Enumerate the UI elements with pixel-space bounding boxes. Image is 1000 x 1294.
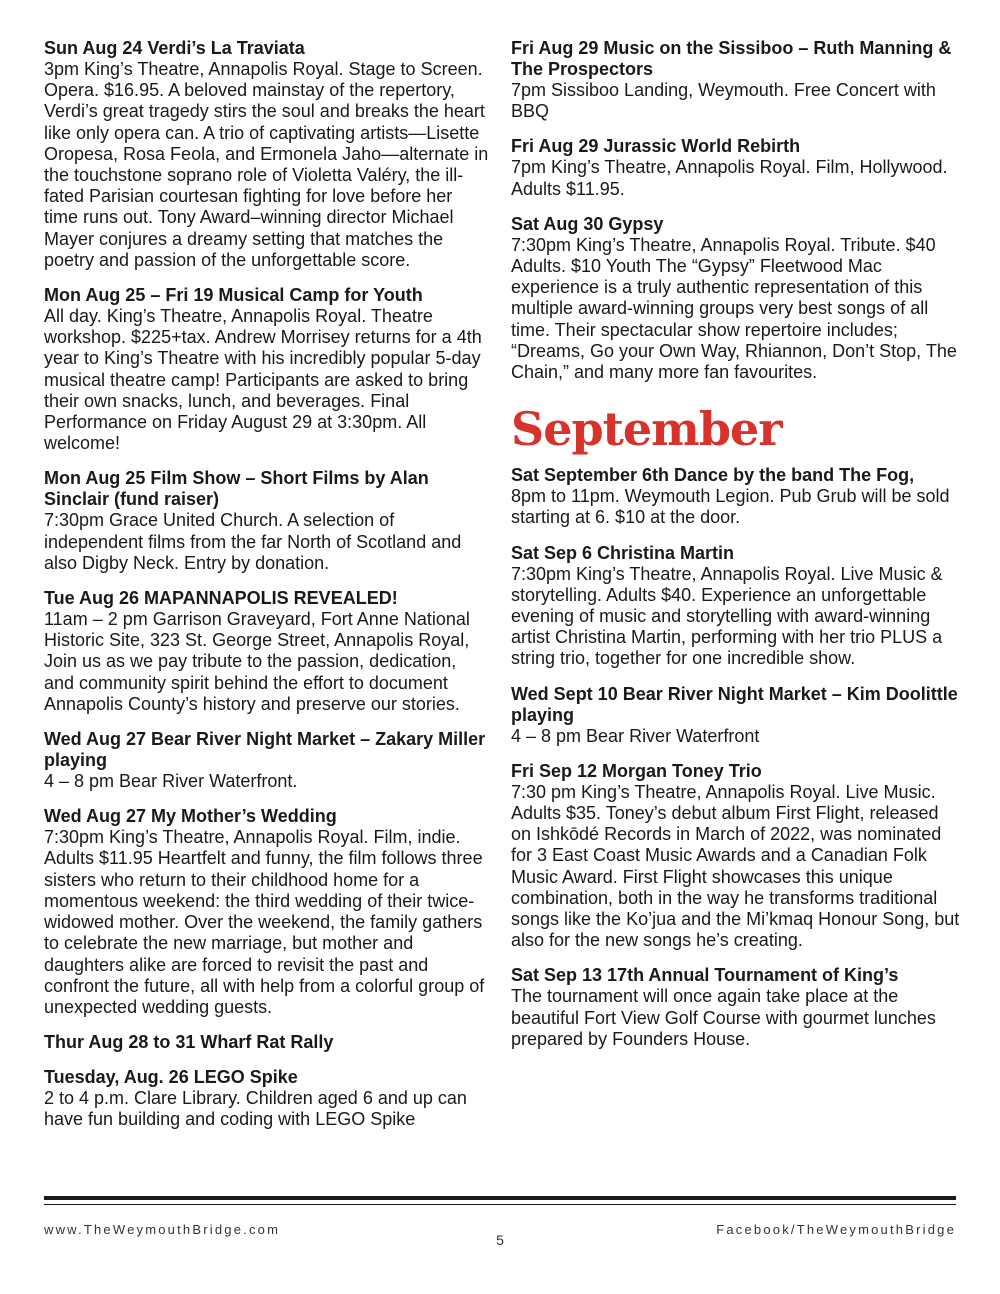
event-body: 7pm Sissiboo Landing, Weymouth. Free Concert with BBQ [511, 80, 936, 122]
event-body: 4 – 8 pm Bear River Waterfront. [44, 771, 298, 792]
event-title: Sun Aug 24 Verdi’s La Traviata [44, 38, 305, 58]
event-body: 7:30pm King’s Theatre, Annapolis Royal. Film, indie. Adults $11.95 Heartfelt and funny, the film follows three sisters who return to their childhood home for a momentous weekend: the third wedding of their twice-widowed mother. Over the weekend, the family gathers to celebrate the new marriage, but mother and daughters alike are forced to revisit the past and confront the future, all with help from a colorful group of unexpected wedding guests. [44, 827, 485, 1017]
event-item [44, 38, 490, 271]
event-item [511, 214, 963, 383]
event-body: All day. King’s Theatre, Annapolis Royal. Theatre workshop. $225+tax. Andrew Morrisey returns for a 4th year to King’s Theatre with his incredibly popular 5-day musical theatre camp! Participants are asked to bring their own snacks, lunch, and beverages. Final Performance on Friday August 29 at 3:30pm. All welcome! [44, 306, 482, 454]
event-title: Sat Sep 13 17th Annual Tournament of King’s [511, 965, 899, 986]
event-item [44, 729, 490, 792]
event-item [44, 285, 490, 454]
event-title: Fri Aug 29 Jurassic World Rebirth [511, 136, 801, 157]
event-item [44, 806, 490, 1018]
event-title: Fri Sep 12 Morgan Toney Trio [511, 760, 762, 781]
event-body: 11am – 2 pm Garrison Graveyard, Fort Anne National Historic Site, 323 St. George Street, Annapolis Royal, Join us as we pay tribute to the passion, dedication, and community spirit behind the effort to document Annapolis County’s history and preserve our stories. [44, 609, 470, 714]
event-item [511, 465, 963, 528]
event-title: Wed Sept 10 Bear River Night Market – Kim Doolittle playing [511, 683, 958, 725]
event-title: Mon Aug 25 – Fri 19 Musical Camp for Youth [44, 285, 423, 306]
event-body: 7:30 pm King’s Theatre, Annapolis Royal. Live Music. Adults $35. Toney’s debut album First Flight, released on Ishkōdé Records in March of 2022, was nominated for 3 East Coast Music Awards and a Canadian Folk Music Award. First Flight showcases this unique combination, both in the way he transforms traditional songs like the Ko’jua and the Mi’kmaq Honour Song, but also for the new songs he’s creating. [511, 781, 960, 951]
event-title: Thur Aug 28 to 31 Wharf Rat Rally [44, 1032, 334, 1053]
event-item [511, 965, 963, 1050]
event-body: 7:30pm King’s Theatre, Annapolis Royal. Live Music & storytelling. Adults $40. Experience an unforgettable evening of music and storytelling with award-winning artist Christina Martin, performing with her trio PLUS a string trio, together for one incredible show. [511, 563, 943, 669]
right-column [511, 38, 963, 1064]
event-item [44, 1032, 490, 1053]
event-item [511, 684, 963, 747]
event-body: 2 to 4 p.m. Clare Library. Children aged 6 and up can have fun building and coding with LEGO Spike [44, 1088, 467, 1130]
event-body: 7pm King’s Theatre, Annapolis Royal. Film, Hollywood. Adults $11.95. [511, 157, 948, 199]
footer-facebook-link[interactable]: Facebook/TheWeymouthBridge [716, 1222, 956, 1237]
page-number: 5 [496, 1232, 504, 1248]
footer-website-link[interactable]: www.TheWeymouthBridge.com [44, 1222, 281, 1237]
event-item [511, 543, 963, 670]
event-body: 8pm to 11pm. Weymouth Legion. Pub Grub will be sold starting at 6. $10 at the door. [511, 486, 950, 528]
event-item [44, 468, 490, 574]
event-body: 4 – 8 pm Bear River Waterfront [511, 725, 760, 746]
month-heading: September [511, 402, 782, 457]
event-item [511, 38, 963, 122]
event-title: Sat Sep 6 Christina Martin [511, 542, 735, 563]
event-title: Tue Aug 26 MAPANNAPOLIS REVEALED! [44, 588, 398, 609]
footer-divider [44, 1196, 956, 1200]
event-item [511, 136, 963, 199]
event-title: Sat Aug 30 Gypsy [511, 213, 664, 234]
event-title: Wed Aug 27 Bear River Night Market – Zakary Miller playing [44, 729, 486, 771]
event-title: Fri Aug 29 Music on the Sissiboo – Ruth Manning & The Prospectors [511, 38, 952, 79]
event-item [511, 761, 963, 952]
event-item [44, 588, 490, 715]
event-title: Wed Aug 27 My Mother’s Wedding [44, 806, 337, 827]
footer-divider-thin [44, 1204, 956, 1205]
event-title: Mon Aug 25 Film Show – Short Films by Alan Sinclair (fund raiser) [44, 468, 429, 510]
event-body: 7:30pm Grace United Church. A selection of independent films from the far North of Scotland and also Digby Neck. Entry by donation. [44, 510, 462, 573]
event-title: Tuesday, Aug. 26 LEGO Spike [44, 1067, 298, 1088]
event-title: Sat September 6th Dance by the band The Fog, [511, 465, 915, 486]
event-body: The tournament will once again take place at the beautiful Fort View Golf Course with gourmet lunches prepared by Founders House. [511, 986, 936, 1049]
event-body: 3pm King’s Theatre, Annapolis Royal. Stage to Screen. Opera. $16.95. A beloved mainstay of the repertory, Verdi’s great tragedy stirs the soul and breaks the heart like only opera can. A trio of captivating artists—Lisette Oropesa, Rosa Feola, and Ermonela Jaho—alternate in the touchstone soprano role of Violetta Valéry, the ill-fated Parisian courtesan fighting for love before her time runs out. Tony Award–winning director Michael Mayer conjures a dreamy setting that matches the poetry and passion of the unforgettable score. [44, 59, 489, 270]
event-body: 7:30pm King’s Theatre, Annapolis Royal. Tribute. $40 Adults. $10 Youth The “Gypsy” Fleetwood Mac experience is a truly authentic representation of this multiple award-winning groups very best songs of all time. Their spectacular show repertoire includes; “Dreams, Go your Own Way, Rhiannon, Don’t Stop, The Chain,” and many more fan favourites. [511, 234, 957, 383]
event-item [44, 1067, 490, 1130]
left-column [44, 38, 490, 1145]
